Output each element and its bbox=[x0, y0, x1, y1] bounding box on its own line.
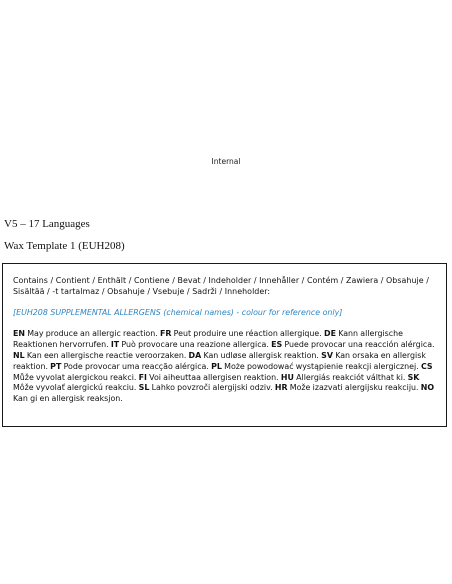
allergens-placeholder: [EUH208 SUPPLEMENTAL ALLERGENS (chemical names) - colour for reference only] bbox=[13, 307, 343, 317]
warning-text: Lahko povzroči alergijski odziv. bbox=[151, 383, 273, 393]
language-code: DA bbox=[188, 350, 202, 360]
template-heading: Wax Template 1 (EUH208) bbox=[4, 240, 125, 252]
warning-text: Può provocare una reazione allergica. bbox=[121, 340, 269, 350]
language-code: HU bbox=[280, 372, 294, 382]
warning-text: May produce an allergic reaction. bbox=[27, 329, 158, 339]
language-code: ES bbox=[271, 340, 283, 350]
version-heading: V5 – 17 Languages bbox=[4, 218, 90, 230]
language-code: DE bbox=[324, 329, 336, 339]
warning-text: Kan udløse allergisk reaktion. bbox=[203, 350, 319, 360]
language-code: EN bbox=[13, 329, 25, 339]
language-code: SL bbox=[138, 383, 150, 393]
language-code: CS bbox=[420, 361, 433, 371]
warning-text: Pode provocar uma reacção alérgica. bbox=[63, 361, 209, 371]
language-code: SK bbox=[407, 372, 420, 382]
classification-label: Internal bbox=[211, 157, 241, 166]
allergy-warnings bbox=[13, 329, 436, 405]
language-code: NL bbox=[13, 350, 25, 360]
warning-text: Puede provocar una reacción alérgica. bbox=[284, 340, 435, 350]
label-text-box bbox=[2, 263, 447, 427]
language-code: PT bbox=[50, 361, 62, 371]
language-code: IT bbox=[110, 340, 120, 350]
language-code: HR bbox=[274, 383, 288, 393]
warning-text: Kan gi en allergisk reaksjon. bbox=[13, 394, 123, 404]
contains-line: Contains / Contient / Enthält / Contiene / Bevat / Indeholder / Innehåller / Contém / Zawiera / Obsahuje / Sisältää / -t tartalmaz / Obsahuje / Vsebuje / Sadrži / Inneholder: bbox=[13, 276, 429, 296]
warning-text: Może powodować wystąpienie reakcji alergicznej. bbox=[224, 361, 419, 371]
language-code: FI bbox=[138, 372, 147, 382]
warning-text: Može izazvati alergijsku reakciju. bbox=[289, 383, 419, 393]
language-code: SV bbox=[321, 350, 333, 360]
language-code: PL bbox=[211, 361, 222, 371]
warning-text: Allergiás reakciót válthat ki. bbox=[296, 372, 406, 382]
warning-text: Může vyvolat alergickou reakci. bbox=[13, 372, 137, 382]
warning-text: Voi aiheuttaa allergisen reaktion. bbox=[149, 372, 279, 382]
language-code: NO bbox=[420, 383, 435, 393]
warning-text: Kan orsaka en allergisk reaktion. bbox=[13, 350, 426, 371]
warning-text: Kann allergische Reaktionen hervorrufen. bbox=[13, 329, 403, 350]
warning-text: Kan een allergische reactie veroorzaken. bbox=[26, 350, 187, 360]
warning-text: Môže vyvolať alergickú reakciu. bbox=[13, 383, 137, 393]
language-code: FR bbox=[159, 329, 172, 339]
warning-text: Peut produire une réaction allergique. bbox=[173, 329, 322, 339]
